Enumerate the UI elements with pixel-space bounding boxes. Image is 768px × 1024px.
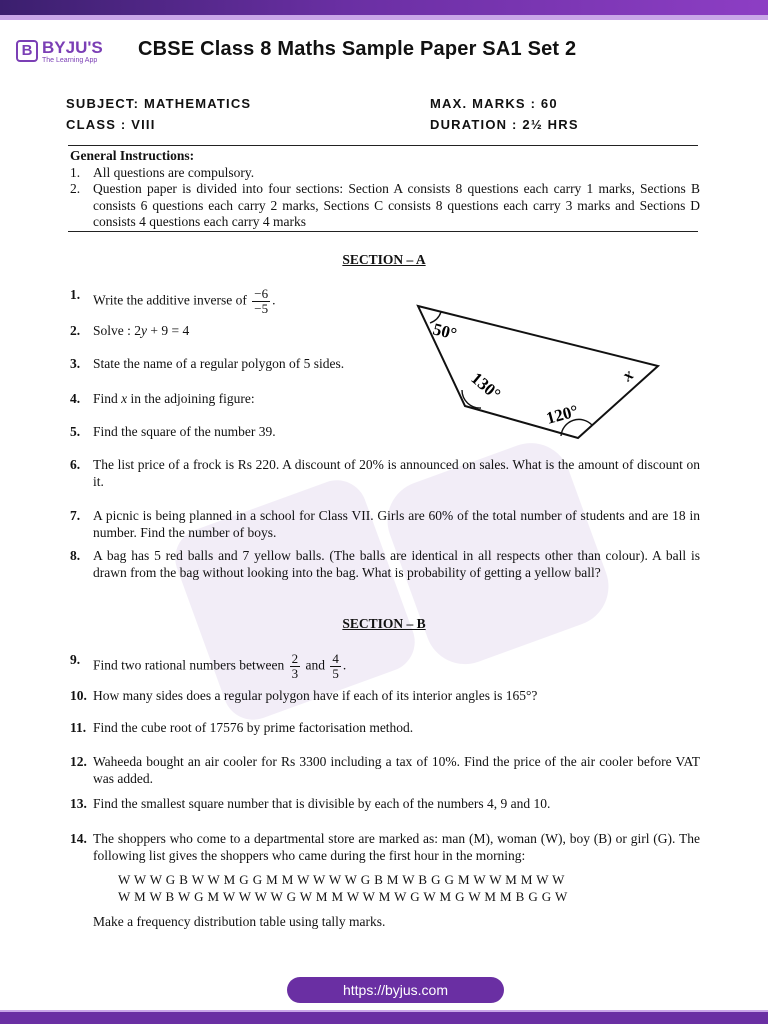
subject-label: SUBJECT: MATHEMATICS <box>66 96 252 111</box>
angle-label: 120° <box>544 401 581 428</box>
logo-mark: B <box>16 40 38 62</box>
angle-label: 50° <box>431 319 459 344</box>
instruction-item: 2. Question paper is divided into four sections: Section A consists 8 questions each carry 1 marks, Sections B consists 6 questions each carry 2 marks, Sections C consists 8 questions each carry 3 marks and Sections D consists 4 questions each carry 4 marks <box>70 181 700 229</box>
divider-bottom <box>68 231 698 232</box>
question-14: 14. The shoppers who come to a departmental store are marked as: man (M), woman (W), boy (B) or girl (G). The following list gives the shoppers who came during the first hour in the morning: <box>70 831 700 863</box>
class-label: CLASS : VIII <box>66 117 156 132</box>
fraction: $\frac{-6}{-5}$ <box>254 286 269 316</box>
logo-name: BYJU'S <box>42 38 103 57</box>
page-title: CBSE Class 8 Maths Sample Paper SA1 Set 2 <box>138 38 577 60</box>
byjus-logo <box>16 38 112 66</box>
instructions-heading: General Instructions: <box>70 148 195 163</box>
question-7: 7. A picnic is being planned in a school for Class VII. Girls are 60% of the total number of students and are 18 in number. Find the number of boys. <box>70 508 700 540</box>
general-instructions <box>70 148 700 231</box>
question-8: 8. A bag has 5 red balls and 7 yellow balls. (The balls are identical in all respects other than colour). A ball is drawn from the bag without looking into the bag. What is probability of getting a yellow ball? <box>70 548 700 580</box>
question-5: 5. Find the square of the number 39. <box>70 424 276 439</box>
fraction: $\frac{4}{5}$ <box>332 651 339 681</box>
duration-label: DURATION : 2½ HRS <box>430 117 579 132</box>
question-2: 2. Solve : 2y + 9 = 4 <box>70 323 190 338</box>
question-13: 13. Find the smallest square number that is divisible by each of the numbers 4, 9 and 10. <box>70 796 551 811</box>
shopper-sequence-line-2: W M W B W G M W W W W G W M M W W M W G W M G W M M B G G W <box>118 889 568 904</box>
top-banner-stripe <box>0 15 768 20</box>
question-10: 10. How many sides does a regular polygon have if each of its interior angles is 165°? <box>70 688 538 703</box>
footer <box>0 982 768 1024</box>
footer-bar <box>0 1012 768 1024</box>
question-11: 11. Find the cube root of 17576 by prime factorisation method. <box>70 720 414 735</box>
question-9: 9. Find two rational numbers between $\frac{2}{3}$ and $\frac{4}{5}$ . <box>70 651 347 681</box>
divider-top <box>68 145 698 146</box>
fraction: $\frac{2}{3}$ <box>291 651 299 681</box>
section-b-heading: SECTION – B <box>342 616 426 631</box>
top-banner <box>0 0 768 20</box>
quadrilateral-figure <box>410 298 670 448</box>
shopper-sequence-line-1: W W W G B W W M G G M M W W W W G B M W B G G M W W M M W W <box>118 872 565 887</box>
section-a-heading: SECTION – A <box>342 252 426 267</box>
instruction-item: 1. All questions are compulsory. <box>70 164 255 180</box>
question-12: 12. Waheeda bought an air cooler for Rs 3300 including a tax of 10%. Find the price of the air cooler before VAT was added. <box>70 754 700 786</box>
max-marks-label: MAX. MARKS : 60 <box>430 96 558 111</box>
question-14-closing: Make a frequency distribution table using tally marks. <box>93 914 386 929</box>
question-6: 6. The list price of a frock is Rs 220. A discount of 20% is announced on sales. What is the amount of discount on it. <box>70 457 700 489</box>
question-4: 4. Find x in the adjoining figure: <box>70 391 255 406</box>
angle-label: 130° <box>467 368 505 404</box>
unknown-angle-label: x <box>618 365 638 386</box>
question-1: 1. Write the additive inverse of $\frac{-6}{-5}$ . <box>70 286 276 316</box>
logo-tagline: The Learning App <box>42 57 98 64</box>
website-link[interactable]: https://byjus.com <box>287 977 504 1003</box>
question-3: 3. State the name of a regular polygon of 5 sides. <box>70 356 345 371</box>
